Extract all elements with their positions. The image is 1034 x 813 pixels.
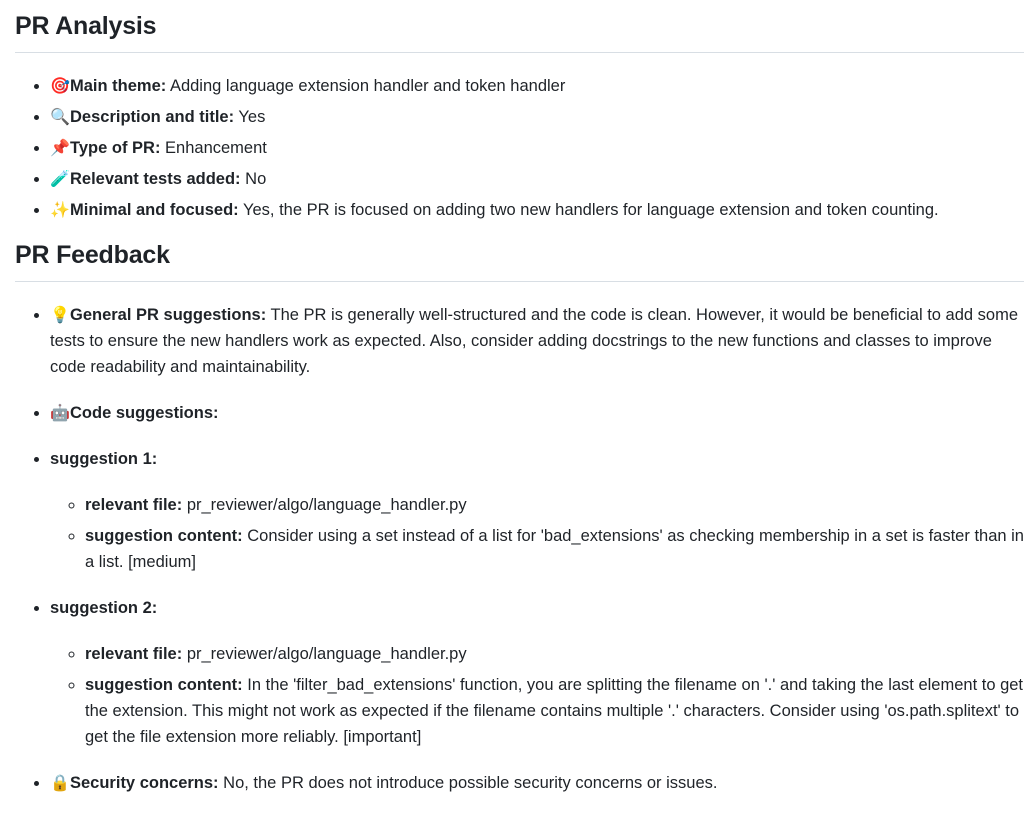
tests-value: No [245, 170, 267, 188]
suggestion-2-file [85, 641, 1024, 667]
suggestion-1-details [50, 492, 1024, 575]
analysis-item-minimal [50, 197, 1024, 223]
suggestion-2-file-label: relevant file: [85, 645, 183, 663]
main-theme-label: Main theme: [70, 77, 167, 95]
suggestion-1-file [85, 492, 1024, 518]
suggestion-2-content-value: In the 'filter_bad_extensions' function, you are splitting the filename on '.' and taking the last element to get the extension. This might not work as expected if the filename contains multiple '.' characters. Consider using 'os.path.splitext' to get the file extension more reliably. [important] [85, 676, 1024, 746]
suggestion-1-file-label: relevant file: [85, 496, 183, 514]
suggestion-2 [50, 595, 1024, 750]
minimal-label: Minimal and focused: [70, 201, 239, 219]
suggestion-1-file-value: pr_reviewer/algo/language_handler.py [186, 496, 467, 514]
suggestion-1-content-label: suggestion content: [85, 527, 243, 545]
analysis-item-type [50, 135, 1024, 161]
minimal-value: Yes, the PR is focused on adding two new handlers for language extension and token counting. [242, 201, 939, 219]
analysis-item-description-title [50, 104, 1024, 130]
main-theme-value: Adding language extension handler and token handler [169, 77, 566, 95]
security-value: No, the PR does not introduce possible security concerns or issues. [223, 774, 718, 792]
pushpin-icon: 📌 [50, 138, 70, 157]
analysis-item-tests [50, 166, 1024, 192]
suggestion-2-title: suggestion 2: [50, 599, 158, 617]
feedback-item-general [50, 302, 1024, 380]
pr-analysis-heading: PR Analysis [15, 0, 1024, 53]
lightbulb-icon: 💡 [50, 305, 70, 324]
test-tube-icon: 🧪 [50, 169, 70, 188]
suggestion-2-content-label: suggestion content: [85, 676, 243, 694]
suggestion-1-content [85, 523, 1024, 575]
lock-icon: 🔒 [50, 773, 70, 792]
description-title-value: Yes [238, 108, 266, 126]
suggestion-1 [50, 446, 1024, 575]
security-label: Security concerns: [70, 774, 219, 792]
pr-feedback-heading: PR Feedback [15, 239, 1024, 282]
target-icon: 🎯 [50, 76, 70, 95]
type-label: Type of PR: [70, 139, 161, 157]
general-value: The PR is generally well-structured and the code is clean. However, it would be beneficial to add some tests to ensure the new handlers work as expected. Also, consider adding docstrings to the new functions and classes to improve code readability and maintainability. [50, 306, 1018, 376]
pr-analysis-list [15, 73, 1024, 223]
pr-feedback-list [15, 302, 1024, 796]
general-label: General PR suggestions: [70, 306, 267, 324]
type-value: Enhancement [165, 139, 267, 157]
feedback-item-code [50, 400, 1024, 426]
suggestion-1-content-value: Consider using a set instead of a list for 'bad_extensions' as checking membership in a set is faster than in a list. [medium] [85, 527, 1024, 571]
code-label: Code suggestions: [70, 404, 219, 422]
suggestion-2-content [85, 672, 1024, 750]
analysis-item-main-theme [50, 73, 1024, 99]
suggestion-2-file-value: pr_reviewer/algo/language_handler.py [186, 645, 467, 663]
robot-icon: 🤖 [50, 403, 70, 422]
sparkles-icon: ✨ [50, 200, 70, 219]
description-title-label: Description and title: [70, 108, 235, 126]
suggestion-2-details [50, 641, 1024, 750]
suggestion-1-title: suggestion 1: [50, 450, 158, 468]
feedback-item-security [50, 770, 1024, 796]
magnifier-icon: 🔍 [50, 107, 70, 126]
tests-label: Relevant tests added: [70, 170, 241, 188]
